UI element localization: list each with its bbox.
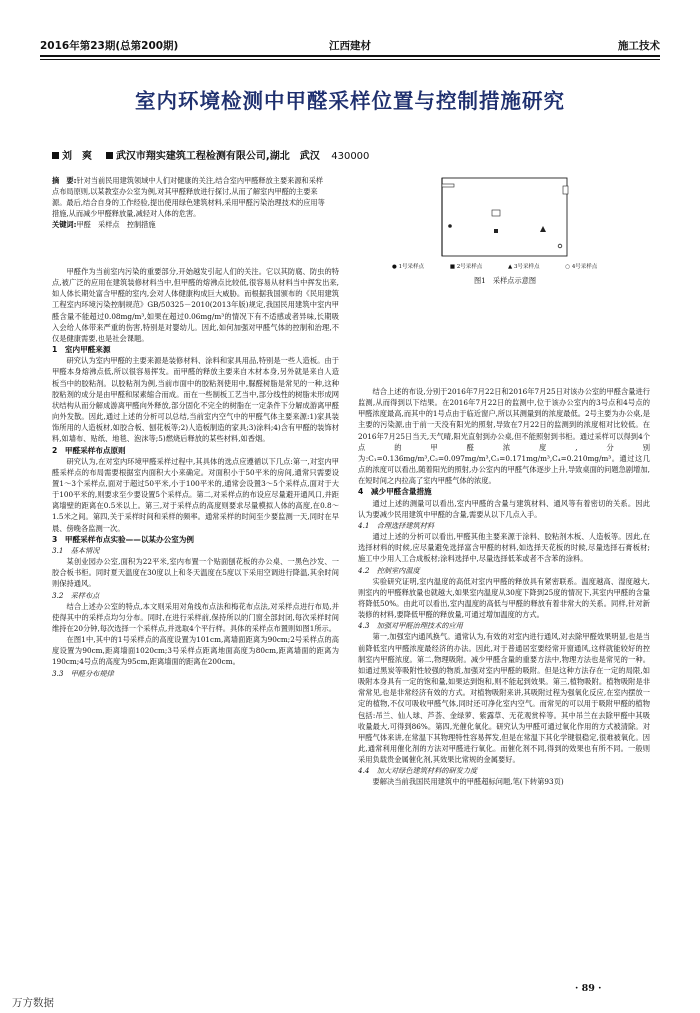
postal-code: 430000 <box>331 151 370 162</box>
sample-point-2 <box>494 229 498 233</box>
legend-item: ● 1号采样点 <box>392 264 425 270</box>
subsection-heading: 4.2 控制室内温度 <box>358 565 420 575</box>
paragraph: 通过上述的测量可以看出,室内甲醛的含量与建筑材料、通风等有着密切的关系。因此认为要减少民用建筑中甲醛的含量,需要从以下几点入手。 <box>358 498 650 519</box>
window-mark <box>563 186 568 194</box>
subsection-heading: 4.3 加强对甲醛治理技术的应用 <box>358 621 463 631</box>
article-title: 室内环境检测中甲醛采样位置与控制措施研究 <box>135 89 565 113</box>
subsection-heading: 3.2 采样布点 <box>52 590 100 600</box>
database-watermark: 万方数据 <box>12 997 54 1009</box>
author-line <box>52 147 652 162</box>
page-number: · 89 · <box>575 983 602 994</box>
keywords-label: 关键词: <box>52 220 77 229</box>
abstract-label: 摘 要: <box>52 176 77 185</box>
paragraph: 研究认为,在对室内环境甲醛采样过程中,其具体的选点应遵循以下几点:第一,对室内甲醛采样点的布局需要根据室内面积大小来确定。对面积小于50平米的房间,通常只需要设置1～3个采样点,面对于超过50平米,小于100平米的,通常会设置3～5个采样点,面对于大于100平米的,则要求至少要设置5个采样点。第二,对采样点的布设应尽量避开通风口,并距离墙壁的距离在0.5米以上。第三,对于采样点的高度则要求尽量模拟人体的高度,在0.8～1.5米之间。第四,关于采样时间和采样的频率。通常采样的时间至少要监测一天,同时在早晨、傍晚各监测一次。 <box>52 456 339 533</box>
sample-point-1 <box>448 224 452 228</box>
sample-point-3 <box>540 226 546 232</box>
sample-point-4 <box>558 244 562 248</box>
figure-caption: 图1 采样点示意图 <box>473 276 537 285</box>
subsection-heading: 4.1 合理选择建筑材料 <box>358 520 435 530</box>
right-column <box>358 386 650 788</box>
author-name: 刘 爽 <box>62 151 92 162</box>
subsection-heading: 3.1 基本情况 <box>52 545 100 555</box>
room-outline <box>442 178 567 256</box>
legend-item: ○ 4号采样点 <box>565 264 598 270</box>
journal-issue: 2016年第23期(总第200期) <box>40 40 179 52</box>
journal-name: 江西建材 <box>329 40 371 52</box>
paragraph: 甲醛作为当前室内污染的重要部分,开始越发引起人们的关注。它以其防腐、防虫的特点,被广泛的应用在建筑装修材料当中,但甲醛的熔沸点比较低,很容易从材料当中挥发出来,如人体长期处富含甲醛的室内,会对人体健康构成巨大威胁。而根据我国颁布的《民用建筑工程室内环境污染控制规范》GB/50325－2010(2013年版)规定,我国民用建筑中室内甲醛含量不能超过0.08mg/m³,如果在超过0.06mg/m³的情况下有不适感或者异味,长期吸入会给人体带来严重的伤害,特别是对婴幼儿。因此,如何加强对甲醛气体的控制和治理,不仅是健康需要,也是社会课题。 <box>52 267 339 343</box>
author-affiliation: 武汉市翔实建筑工程检测有限公司,湖北 武汉 <box>115 151 320 162</box>
desk-mark <box>492 210 500 216</box>
paragraph: 在图1中,其中的1号采样点的高度设置为101cm,离墙面距离为90cm;2号采样点的高度设置为90cm,距离墙面1020cm;3号采样点距离地面高度为80cm,距离墙面的距离为190cm;4号点的高度为95cm,距离墙面的距离在200cm。 <box>52 635 339 667</box>
paragraph: 结合上述的布设,分别于2016年7月22日和2016年7月25日对该办公室的甲醛含量进行监测,从而得到以下结果。在2016年7月22日的监测中,位于该办公室内的3号点和4号点的甲醛浓度最高,而其中的1号点由于临近窗户,所以其测量到的浓度最低。2号主要为办公桌,是主要的污染源,由于前一天没有阳光的照射,导致在7月22日的监测到的浓度相对比较低。在2016年7月25日当天,天气晴,阳光直射到办公桌,但不能照射到书柜。通过采样可以得到4个点的甲醛浓度,分别为:C₁=0.136mg/m³,C₂=0.097mg/m³,C₃=0.171mg/m³,C₄=0.210mg/m³。通过这几点的浓度可以看出,随着阳光的照射,办公室内的甲醛气体逐步上升,导致桌面的问题急剧增加,在短时间之内拉高了室内甲醛气体的浓度。 <box>358 387 650 486</box>
figure-legend <box>392 262 622 270</box>
left-column <box>52 266 339 679</box>
paragraph: 第一,加强室内通风换气。通常认为,有效的对室内进行通风,对去除甲醛效果明显,也是当前降低室内甲醛浓度最经济的办法。因此,对于普通居室要经常开窗通风,这样就能较好的控制室内甲醛浓度。第二,物理吸附。减少甲醛含量的重要方法中,物理方法也是常见的一种。如通过黑炭等吸附性较强的物质,加强对室内甲醛的吸附。但是这种方法存在一定的局限,如吸附本身具有一定的饱和量,如果达到饱和,则不能起到效果。第三,植物吸附。植物吸附是非常常见,也是非常经济有效的方式。对植物吸附来讲,其吸附过程为强氧化反应,在室内摆放一定的植物,不仅可吸收甲醛气体,同时还可净化室内空气。而常见的可以用于吸附甲醛的植物包括:吊兰、仙人球、芦荟、金绿萝、紫露草、无花观赏梓等。其中吊兰在去除甲醛中其吸收量最大,可得到86%。第四,光催化氧化。研究认为甲醛可通过氧化作用的方式被清除。对甲醛气体来讲,在常温下其物理特性容易挥发,但是在常温下其化学键很稳定,很难被氧化。因此,通常利用催化剂的方法对甲醛进行氧化。而催化剂不同,得到的效果也有所不同。一般则采用负载贵金属催化剂,其效果比常规的金属要好。 <box>358 632 650 765</box>
legend-item: ■ 2号采样点 <box>449 264 483 270</box>
paragraph: 某创业园办公室,面积为22平米,室内布置一个贴面刨花板的办公桌、一黑色沙发、一胶合板书柜。同时夏天温度在30度以上和冬天温度在5度以下采用空调进行降温,其余时间则保持通风。 <box>52 557 339 589</box>
running-header <box>40 36 660 54</box>
paragraph: 通过上述的分析可以看出,甲醛其他主要来源于涂料、胶粘剂木板、人造板等。因此,在选择材料的时候,应尽量避免选择富含甲醛的材料,如选择天花板的时候,尽量选择石膏板材;施工中少用人工合成板材;涂料选择中,尽量选择低苯或者不含苯的涂料。 <box>358 532 650 564</box>
paragraph: 要解决当前我国民用建筑中的甲醛超标问题,笔(下转第93页) <box>372 777 564 787</box>
legend-item: ▲ 3号采样点 <box>508 264 540 270</box>
section-name: 施工技术 <box>618 40 660 52</box>
door-mark <box>442 184 454 187</box>
paragraph: 结合上述办公室的特点,本文则采用对角线布点法和梅花布点法,对采样点进行布局,并使得其中的采样点均匀分布。同时,在进行采样前,保持所以的门窗全部封闭,每次采样时间维持在20分钟,每次选择一个采样点,并选取4个平行样。具体的采样点布置则如图1所示。 <box>52 601 339 633</box>
abstract-text: 针对当前民用建筑领域中人们对健康的关注,结合室内甲醛释放主要来源和采样点布局原则,以某教室办公室为例,对其甲醛释放进行探讨,从而了解室内甲醛的主要来源。最后,结合自身的工作经验,提出使用绿色建筑材料,采用甲醛污染治理技术的应用等措施,从而减少甲醛释放量,减轻对人体的危害。 <box>52 176 325 218</box>
paragraph: 实验研究证明,室内温度的高低对室内甲醛的释放具有紧密联系。温度越高、湿度越大,则室内的甲醛释放量也就越大,如果室内温度从30度下降到25度的情况下,其室内甲醛的含量将降低50%。由此可以看出,室内温度的高低与甲醛的释放有着非常大的关系。同样,针对新装修的材料,要降低甲醛的释放量,可通过增加温度的方式。 <box>358 576 650 620</box>
figure-1 <box>380 176 630 386</box>
header-rule-thin <box>40 59 660 60</box>
paragraph: 研究认为室内甲醛的主要来源是装修材料、涂料和家具用品,特别是一些人造板。由于甲醛本身熔沸点低,所以很容易挥发。而甲醛的释放主要来自木材本身,另外就是来自人造板当中的胶粘剂。以胶粘剂为例,当前市面中的胶粘剂使用中,脲醛树脂是常见的一种,这种胶粘剂的成分是由甲醛和尿素缩合而成。而在一些制板工艺当中,部分线性的树脂未形成网状结构从而分解成游离甲醛向外释放,部分固化不完全的树脂在一定条件下分解成游离甲醛向外发散。因此,通过上述的分析可以总结,当前室内空气中的甲醛气体主要来源:1)家具装饰所用的人造板材,如胶合板、刨花板等;2)人造板制造的家具;3)涂料;4)含有甲醛的装饰材料,如墙布、贴纸、地毯、泡沫等;5)燃烧后释放的某些材料,如香烟。 <box>52 356 339 444</box>
section-heading: 1 室内甲醛来源 <box>52 345 111 355</box>
square-bullet-icon <box>106 152 113 159</box>
section-heading: 3 甲醛采样布点实验——以某办公室为例 <box>52 534 194 544</box>
floor-plan-diagram <box>380 176 630 271</box>
header-rule-thick <box>40 55 660 57</box>
subsection-heading: 3.3 甲醛分布规律 <box>52 668 114 678</box>
abstract-block <box>52 175 330 230</box>
subsection-heading: 4.4 加大对绿色建筑材料的研发力度 <box>358 766 478 776</box>
section-heading: 4 减少甲醛含量措施 <box>358 487 432 497</box>
section-heading: 2 甲醛采样布点原则 <box>52 445 126 455</box>
square-bullet-icon <box>52 152 59 159</box>
keywords-text: 甲醛 采样点 控制措施 <box>76 220 156 229</box>
